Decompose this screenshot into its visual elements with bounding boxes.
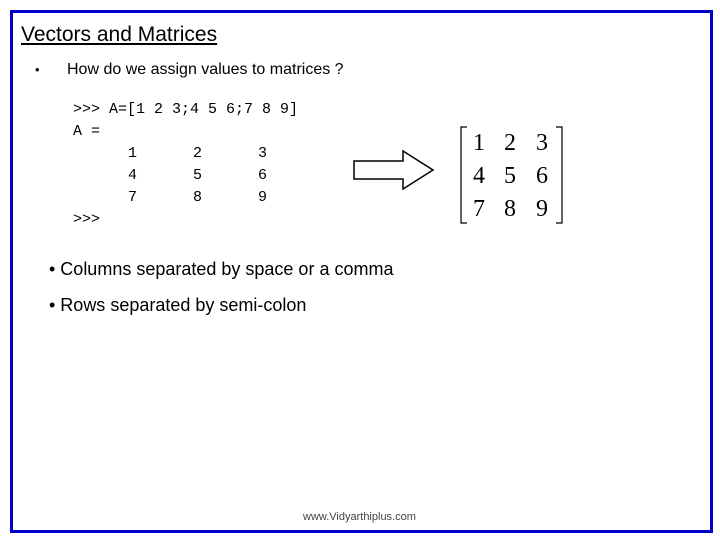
console-cell: 9 <box>258 189 268 206</box>
bullet-dot: • <box>35 62 40 77</box>
console-cell: 7 <box>128 189 138 206</box>
matrix-cell: 6 <box>536 163 548 189</box>
point-rows: • Rows separated by semi-colon <box>49 295 307 315</box>
matrix-cell: 2 <box>504 130 516 156</box>
matrix-cell: 5 <box>504 163 516 189</box>
matrix-cell: 8 <box>504 196 516 222</box>
slide-title: Vectors and Matrices <box>21 23 218 46</box>
console-cell: 4 <box>128 167 138 184</box>
point-columns: • Columns separated by space or a comma <box>49 259 394 279</box>
right-arrow-icon <box>353 150 435 190</box>
console-cell: 5 <box>193 167 203 184</box>
console-cell: 1 <box>128 145 138 162</box>
slide-frame <box>10 10 713 533</box>
matrix-cell: 7 <box>473 196 485 222</box>
matrix-cell: 1 <box>473 130 485 156</box>
question-text: How do we assign values to matrices ? <box>67 61 344 78</box>
matrix-cell: 3 <box>536 130 548 156</box>
console-prompt: >>> <box>73 211 101 228</box>
matrix-cell: 9 <box>536 196 548 222</box>
question-item <box>35 61 344 79</box>
footer-watermark: www.Vidyarthiplus.com <box>303 511 416 523</box>
matrix-display <box>460 125 570 225</box>
console-command: >>> A=[1 2 3;4 5 6;7 8 9] <box>73 101 299 118</box>
console-cell: 6 <box>258 167 268 184</box>
console-cell: 8 <box>193 189 203 206</box>
console-output-label: A = <box>73 123 101 140</box>
matrix-cell: 4 <box>473 163 485 189</box>
console-cell: 3 <box>258 145 268 162</box>
console-cell: 2 <box>193 145 203 162</box>
